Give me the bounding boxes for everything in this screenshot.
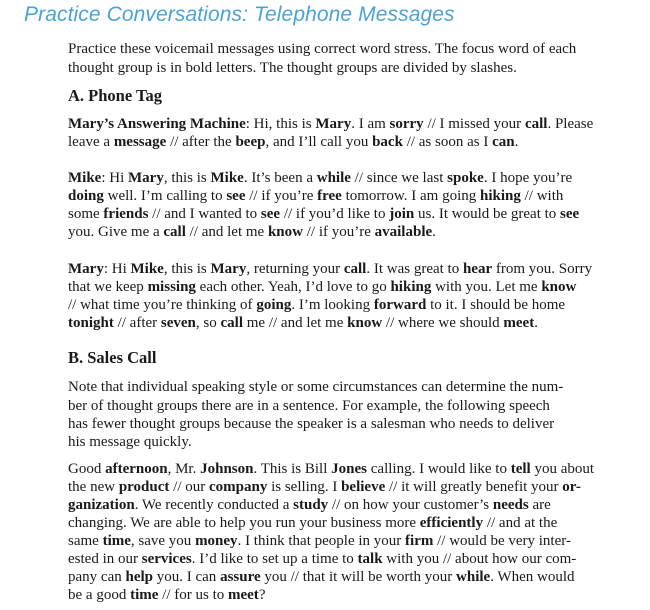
text-segment: , and I’ll call you bbox=[265, 134, 373, 150]
text-segment: // and at the bbox=[483, 515, 558, 531]
focus-word: see bbox=[260, 206, 281, 222]
text-segment: , returning your bbox=[246, 261, 344, 277]
text-segment: ested in our bbox=[68, 551, 142, 567]
text-segment: with you // about how our com- bbox=[382, 551, 577, 567]
focus-word: available bbox=[374, 224, 433, 240]
focus-word: Mary bbox=[68, 261, 104, 277]
text-segment: you // that it will be worth your bbox=[260, 569, 457, 585]
focus-word: free bbox=[317, 188, 342, 204]
focus-word: Jones bbox=[331, 461, 367, 477]
text-line bbox=[68, 397, 550, 415]
page-title: Practice Conversations: Telephone Messages bbox=[24, 3, 455, 26]
focus-word: friends bbox=[103, 206, 149, 222]
text-segment: leave a bbox=[68, 134, 114, 150]
text-line bbox=[68, 415, 554, 433]
text-segment: . I’m looking bbox=[291, 297, 374, 313]
text-segment: you about bbox=[530, 461, 595, 477]
focus-word: message bbox=[113, 134, 167, 150]
text-line bbox=[68, 514, 557, 532]
focus-word: company bbox=[209, 479, 268, 495]
text-segment: // if you’d like to bbox=[280, 206, 390, 222]
focus-word: back bbox=[372, 134, 403, 150]
focus-word: know bbox=[267, 224, 303, 240]
intro-line: Practice these voicemail messages using correct word stress. The focus word of each bbox=[68, 41, 577, 57]
text-segment: , this is bbox=[163, 170, 211, 186]
text-segment: . bbox=[534, 315, 538, 331]
focus-word: call bbox=[220, 315, 243, 331]
focus-word: Mary bbox=[128, 170, 164, 186]
text-line bbox=[68, 296, 565, 314]
text-segment: . bbox=[432, 224, 436, 240]
focus-word: hiking bbox=[390, 279, 432, 295]
text-segment: . This is Bill bbox=[253, 461, 332, 477]
text-segment: . When would bbox=[490, 569, 575, 585]
focus-word: while bbox=[456, 569, 491, 585]
text-segment: ber of thought groups there are in a sentence. For example, the following speech bbox=[68, 398, 550, 414]
text-line bbox=[68, 169, 572, 187]
text-line bbox=[68, 550, 576, 568]
text-line bbox=[68, 478, 581, 496]
text-segment: . I hope you’re bbox=[483, 170, 573, 186]
focus-word: going bbox=[256, 297, 292, 313]
focus-word: Mike bbox=[130, 261, 164, 277]
text-line bbox=[68, 205, 579, 223]
focus-word: Mary bbox=[315, 116, 352, 132]
focus-word: product bbox=[118, 479, 170, 495]
text-line bbox=[68, 133, 518, 151]
text-segment: . It was great to bbox=[366, 261, 463, 277]
text-line bbox=[68, 586, 265, 604]
text-segment: : Hi bbox=[103, 261, 131, 277]
focus-word: doing bbox=[68, 188, 104, 204]
text-segment: // after bbox=[113, 315, 161, 331]
text-line bbox=[68, 260, 592, 278]
text-segment: us. It would be great to bbox=[414, 206, 561, 222]
section-heading-sales-call: B. Sales Call bbox=[68, 348, 157, 367]
text-line bbox=[68, 496, 551, 514]
focus-word: Johnson bbox=[200, 461, 254, 477]
text-segment: that we keep bbox=[68, 279, 148, 295]
focus-word: beep bbox=[235, 134, 266, 150]
focus-word: spoke bbox=[447, 170, 484, 186]
text-segment: ? bbox=[258, 587, 266, 603]
focus-word: firm bbox=[405, 533, 434, 549]
focus-word: assure bbox=[220, 569, 261, 585]
focus-word: Mary’s Answering Machine bbox=[68, 116, 246, 132]
text-line bbox=[68, 460, 594, 478]
focus-word: hear bbox=[462, 261, 493, 277]
text-segment: . I’d like to set up a time to bbox=[191, 551, 358, 567]
focus-word: needs bbox=[492, 497, 529, 513]
text-segment: // since we last bbox=[350, 170, 448, 186]
text-segment: , Mr. bbox=[167, 461, 201, 477]
focus-word: ganization bbox=[68, 497, 135, 513]
text-segment: // I missed your bbox=[423, 116, 525, 132]
text-segment: // as soon as I bbox=[402, 134, 493, 150]
text-segment: // what time you’re thinking of bbox=[68, 297, 257, 313]
text-segment: , save you bbox=[130, 533, 196, 549]
focus-word: call bbox=[524, 116, 548, 132]
text-segment: // and let me bbox=[185, 224, 268, 240]
focus-word: know bbox=[347, 315, 383, 331]
focus-word: help bbox=[125, 569, 153, 585]
text-segment: are bbox=[528, 497, 551, 513]
focus-word: meet bbox=[228, 587, 259, 603]
focus-word: believe bbox=[341, 479, 386, 495]
text-line bbox=[68, 187, 563, 205]
text-segment: be a good bbox=[68, 587, 131, 603]
focus-word: missing bbox=[147, 279, 196, 295]
focus-word: call bbox=[343, 261, 367, 277]
text-line bbox=[68, 223, 436, 241]
text-segment: , so bbox=[195, 315, 221, 331]
text-segment: each other. Yeah, I’d love to go bbox=[195, 279, 391, 295]
focus-word: can bbox=[492, 134, 515, 150]
text-segment: // if you’re bbox=[245, 188, 318, 204]
text-segment: . bbox=[514, 134, 519, 150]
text-line bbox=[68, 532, 571, 550]
focus-word: know bbox=[541, 279, 577, 295]
section-heading-phone-tag: A. Phone Tag bbox=[68, 86, 162, 105]
focus-word: afternoon bbox=[105, 461, 168, 477]
text-segment: . I am bbox=[351, 116, 390, 132]
text-segment: , this is bbox=[163, 261, 211, 277]
focus-word: see bbox=[226, 188, 246, 204]
text-line bbox=[68, 568, 575, 586]
text-segment: tomorrow. I am going bbox=[341, 188, 481, 204]
text-segment: with you. Let me bbox=[431, 279, 542, 295]
focus-word: see bbox=[560, 206, 580, 222]
focus-word: join bbox=[389, 206, 415, 222]
focus-word: time bbox=[102, 533, 131, 549]
focus-word: time bbox=[130, 587, 159, 603]
focus-word: tonight bbox=[68, 315, 114, 331]
focus-word: or- bbox=[562, 479, 581, 495]
focus-word: talk bbox=[357, 551, 383, 567]
text-line bbox=[68, 433, 192, 451]
focus-word: hiking bbox=[480, 188, 521, 204]
text-segment: same bbox=[68, 533, 103, 549]
text-segment: is selling. I bbox=[267, 479, 342, 495]
text-segment: me // and let me bbox=[243, 315, 348, 331]
text-segment: // if you’re bbox=[302, 224, 375, 240]
text-segment: : Hi bbox=[101, 170, 128, 186]
text-segment: // with bbox=[520, 188, 564, 204]
text-line bbox=[68, 115, 593, 133]
text-segment: . We recently conducted a bbox=[134, 497, 294, 513]
focus-word: money bbox=[195, 533, 238, 549]
intro-line: thought group is in bold letters. The thought groups are divided by slashes. bbox=[68, 60, 517, 76]
text-segment: Note that individual speaking style or some circumstances can determine the num- bbox=[68, 379, 564, 395]
focus-word: seven bbox=[160, 315, 196, 331]
text-segment: // it will greatly benefit your bbox=[385, 479, 563, 495]
text-segment: to it. I should be home bbox=[426, 297, 566, 313]
text-segment: // for us to bbox=[158, 587, 228, 603]
focus-word: Mike bbox=[68, 170, 102, 186]
text-segment: // and I wanted to bbox=[148, 206, 261, 222]
text-line bbox=[68, 378, 563, 396]
focus-word: services bbox=[141, 551, 192, 567]
text-segment: // after the bbox=[166, 134, 236, 150]
text-segment: has fewer thought groups because the speaker is a salesman who needs to deliver bbox=[68, 416, 555, 432]
text-segment: you. Give me a bbox=[68, 224, 164, 240]
focus-word: while bbox=[316, 170, 351, 186]
focus-word: forward bbox=[373, 297, 427, 313]
text-segment: his message quickly. bbox=[68, 434, 192, 450]
focus-word: study bbox=[293, 497, 329, 513]
focus-word: sorry bbox=[389, 116, 424, 132]
focus-word: call bbox=[163, 224, 186, 240]
text-segment: // on how your customer’s bbox=[328, 497, 493, 513]
focus-word: Mike bbox=[210, 170, 244, 186]
text-line bbox=[68, 278, 576, 296]
text-segment: . I think that people in your bbox=[237, 533, 406, 549]
text-segment: changing. We are able to help you run your business more bbox=[68, 515, 420, 531]
text-segment: Good bbox=[68, 461, 106, 477]
focus-word: tell bbox=[510, 461, 531, 477]
text-segment: pany can bbox=[68, 569, 126, 585]
text-line bbox=[68, 314, 538, 332]
text-segment: // would be very inter- bbox=[433, 533, 571, 549]
focus-word: efficiently bbox=[419, 515, 484, 531]
text-segment: from you. Sorry bbox=[492, 261, 593, 277]
focus-word: Mary bbox=[210, 261, 247, 277]
text-segment: some bbox=[68, 206, 104, 222]
text-segment: : Hi, this is bbox=[245, 116, 316, 132]
text-segment: // where we should bbox=[382, 315, 504, 331]
focus-word: meet bbox=[503, 315, 535, 331]
text-segment: the new bbox=[68, 479, 119, 495]
text-segment: calling. I would like to bbox=[367, 461, 511, 477]
text-segment: well. I’m calling to bbox=[103, 188, 227, 204]
text-segment: . It’s been a bbox=[243, 170, 317, 186]
text-segment: . Please bbox=[547, 116, 594, 132]
text-segment: // our bbox=[169, 479, 209, 495]
text-segment: you. I can bbox=[153, 569, 221, 585]
